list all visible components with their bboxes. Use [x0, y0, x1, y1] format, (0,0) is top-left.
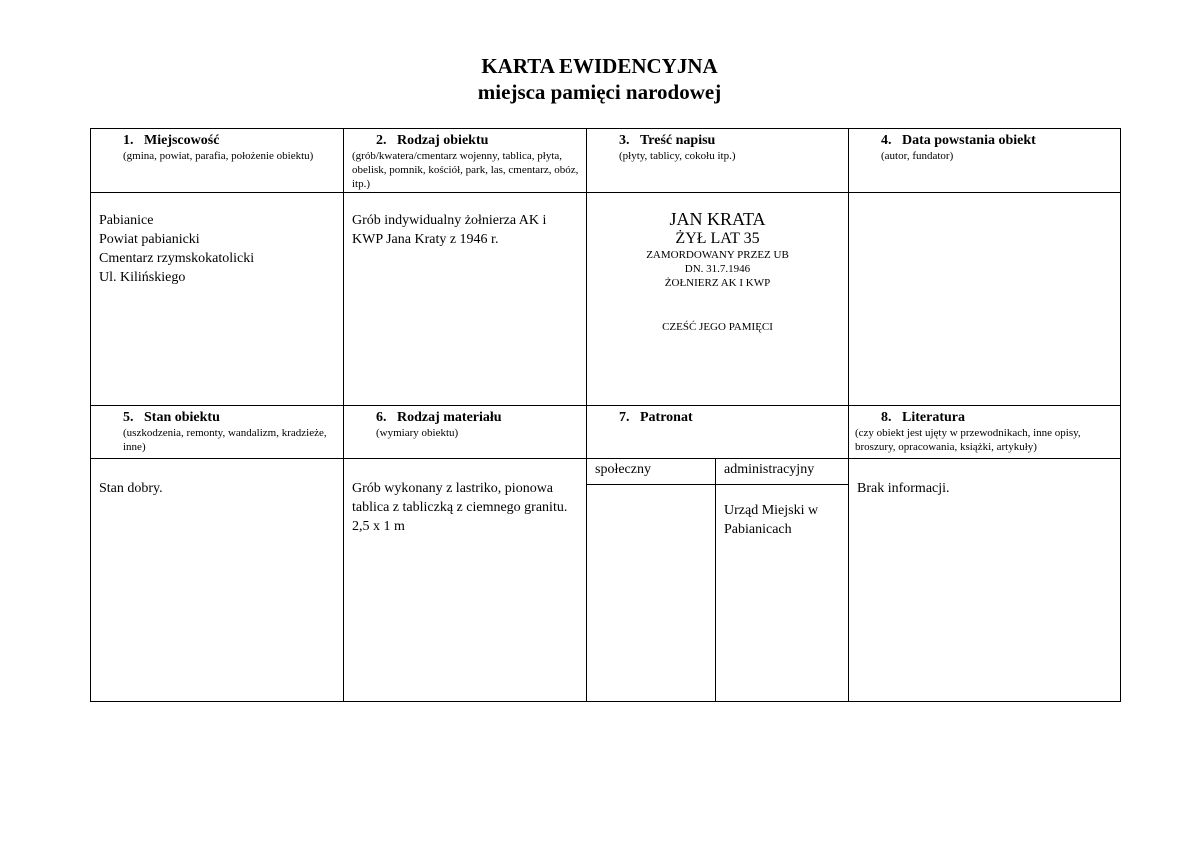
header-number: 8.: [881, 410, 892, 425]
condition-value: [91, 458, 343, 701]
header-label: Treść napisu: [640, 133, 716, 148]
patronage-admin-label: administracyjny: [724, 462, 815, 477]
inscription-line: ŻYŁ LAT 35: [675, 230, 760, 247]
header-location: [91, 129, 343, 192]
header-label: Patronat: [640, 410, 693, 425]
header-number: 7.: [619, 410, 630, 425]
header-literature: [848, 405, 1120, 458]
location-line: Powiat pabianicki: [99, 232, 200, 247]
patronage-social-label: społeczny: [595, 462, 651, 477]
inscription-line: CZEŚĆ JEGO PAMIĘCI: [662, 321, 773, 333]
header-hint: (autor, fundator): [881, 150, 954, 162]
header-hint: (uszkodzenia, remonty, wandalizm, kradzieże, inne): [123, 427, 327, 453]
header-number: 6.: [376, 410, 387, 425]
location-line: Ul. Kilińskiego: [99, 270, 186, 285]
header-number: 4.: [881, 133, 892, 148]
material-value: [343, 458, 586, 701]
material-line: Grób wykonany z lastriko, pionowa tablica z tabliczką z ciemnego granitu.: [352, 481, 568, 515]
inscription-line: DN. 31.7.1946: [684, 263, 751, 275]
header-label: Rodzaj obiektu: [397, 133, 489, 148]
literature-value: [848, 458, 1120, 701]
object-type-text: Grób indywidualny żołnierza AK i KWP Jana Kraty z 1946 r.: [352, 213, 547, 247]
patronage-admin-value-cell: [715, 484, 848, 701]
location-line: Pabianice: [99, 213, 154, 228]
card-subtitle: miejsca pamięci narodowej: [477, 80, 722, 104]
header-number: 1.: [123, 133, 134, 148]
header-number: 5.: [123, 410, 134, 425]
header-label: Miejscowość: [144, 133, 220, 148]
patronage-social-label-cell: [586, 458, 715, 484]
header-hint: (płyty, tablicy, cokołu itp.): [619, 150, 736, 162]
date-created-value: [848, 192, 1120, 405]
literature-text: Brak informacji.: [857, 481, 950, 496]
header-hint: (wymiary obiektu): [376, 427, 459, 439]
inscription-value: [586, 192, 848, 405]
inscription-line: JAN KRATA: [669, 209, 766, 229]
inscription-line: ZAMORDOWANY PRZEZ UB: [646, 249, 789, 261]
header-condition: [91, 405, 343, 458]
card-title: KARTA EWIDENCYJNA: [481, 54, 718, 78]
header-material: [343, 405, 586, 458]
header-label: Rodzaj materiału: [397, 410, 502, 425]
header-hint: (gmina, powiat, parafia, położenie obiektu): [123, 150, 314, 162]
header-patronage: [586, 405, 848, 458]
header-label: Stan obiektu: [144, 410, 220, 425]
object-type-value: [343, 192, 586, 405]
header-inscription: [586, 129, 848, 192]
location-line: Cmentarz rzymskokatolicki: [99, 251, 255, 266]
header-number: 3.: [619, 133, 630, 148]
material-line: 2,5 x 1 m: [352, 519, 405, 534]
header-hint: (czy obiekt jest ujęty w przewodnikach, inne opisy, broszury, opracowania, książki, artykuły): [855, 427, 1081, 453]
patronage-social-value-cell: [586, 484, 715, 701]
header-label: Data powstania obiekt: [902, 133, 1036, 148]
record-card-table: [90, 128, 1121, 702]
inscription-line: ŻOŁNIERZ AK I KWP: [664, 277, 771, 289]
header-hint: (grób/kwatera/cmentarz wojenny, tablica, płyta, obelisk, pomnik, kościół, park, las, cmentarz, obóz, itp.): [352, 150, 579, 190]
header-label: Literatura: [902, 410, 965, 425]
location-value: [91, 192, 343, 405]
condition-text: Stan dobry.: [99, 481, 163, 496]
patronage-admin-value: Urząd Miejski w Pabianicach: [724, 503, 819, 537]
patronage-admin-label-cell: [715, 458, 848, 484]
header-number: 2.: [376, 133, 387, 148]
header-object-type: [343, 129, 586, 192]
header-date-created: [848, 129, 1120, 192]
